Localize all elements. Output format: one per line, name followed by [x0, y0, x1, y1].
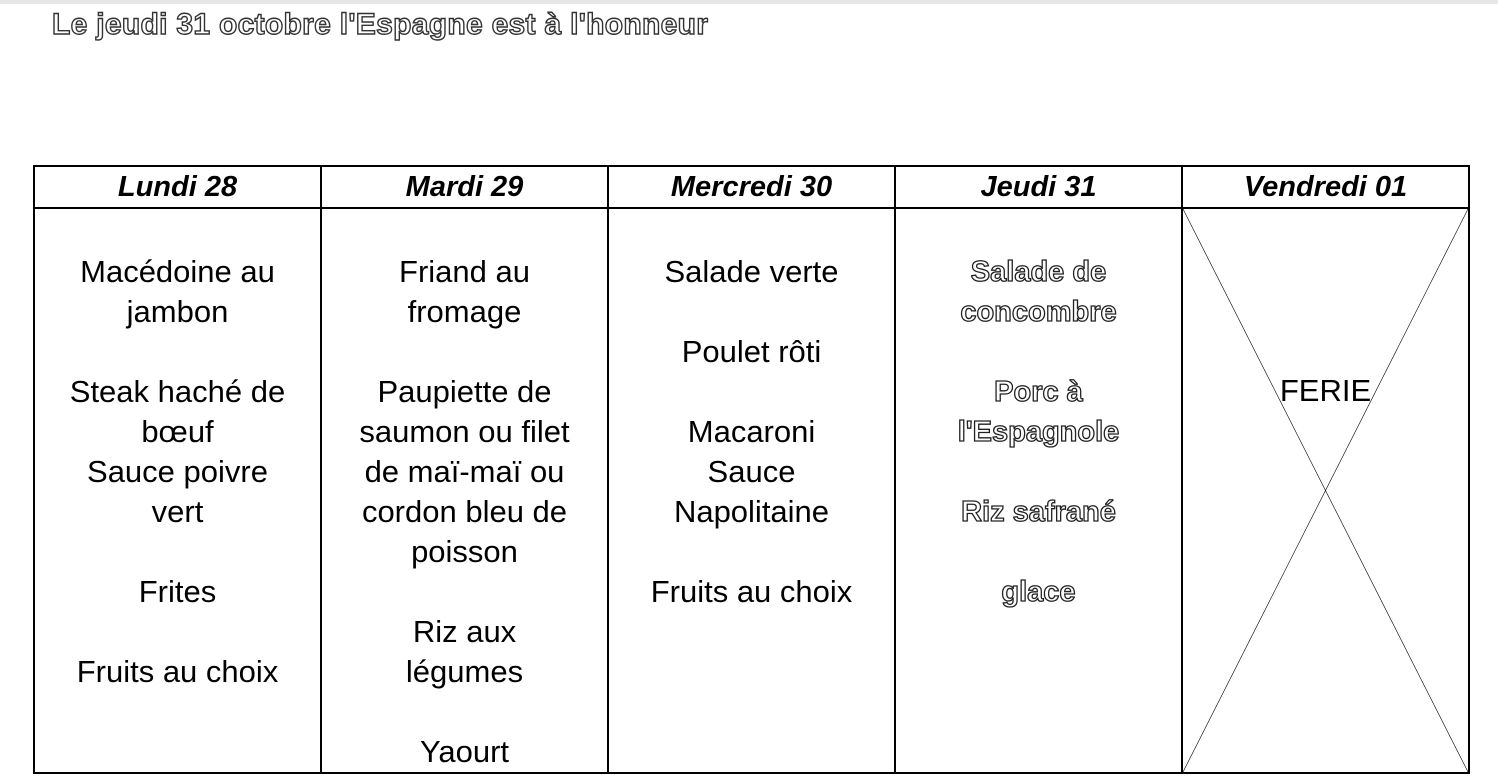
- dish-line: Yaourt: [419, 734, 510, 769]
- dish-line: Friand au: [399, 254, 530, 289]
- menu-cell-tuesday: [321, 208, 608, 773]
- dish-spacer: [609, 292, 894, 332]
- dish-line: légumes: [405, 654, 524, 689]
- day-header-monday: Lundi 28: [34, 166, 321, 208]
- menu-cell-thursday: [895, 208, 1182, 773]
- dish-line: Porc à: [994, 376, 1083, 408]
- day-header-wednesday: Mercredi 30: [608, 166, 895, 208]
- dish-line: Napolitaine: [673, 494, 830, 529]
- dish-line: Sauce poivre: [87, 454, 268, 489]
- menu-cell-wednesday: [608, 208, 895, 773]
- dish-line: Salade verte: [664, 254, 839, 289]
- day-header-tuesday: Mardi 29: [321, 166, 608, 208]
- dish-line: fromage: [407, 294, 522, 329]
- dish-line: concombre: [960, 296, 1117, 328]
- dish-spacer: [35, 532, 320, 572]
- dish-spacer: [35, 612, 320, 652]
- dish-line: Riz safrané: [961, 496, 1116, 528]
- dish-spacer: [896, 532, 1181, 572]
- dish-spacer: [896, 452, 1181, 492]
- day-header-friday: Vendredi 01: [1182, 166, 1469, 208]
- dish-line: Salade de: [970, 256, 1107, 288]
- dish-line: vert: [151, 494, 204, 529]
- dish-list: [896, 209, 1181, 612]
- dish-line: Riz aux: [412, 614, 517, 649]
- dish-line: Frites: [138, 574, 217, 609]
- dish-spacer: [896, 332, 1181, 372]
- dish-spacer: [609, 372, 894, 412]
- dish-line: de maï-maï ou: [364, 454, 565, 489]
- dish-spacer: [35, 332, 320, 372]
- dish-list: [322, 209, 607, 772]
- dish-line: Paupiette de: [377, 374, 552, 409]
- dish-line: Macaroni: [687, 414, 816, 449]
- menu-cell-friday: [1182, 208, 1469, 773]
- dish-line: bœuf: [141, 414, 214, 449]
- dish-line: Sauce: [707, 454, 796, 489]
- top-border: [0, 0, 1498, 4]
- page-title: Le jeudi 31 octobre l'Espagne est à l'honneur: [52, 8, 709, 41]
- dish-line: jambon: [126, 294, 229, 329]
- dish-list: [35, 209, 320, 692]
- dish-line: cordon bleu de: [361, 494, 568, 529]
- dish-line: Fruits au choix: [650, 574, 853, 609]
- menu-row: [34, 208, 1469, 773]
- dish-spacer: [322, 572, 607, 612]
- holiday-cross-icon: [1183, 209, 1468, 772]
- header-row: [34, 166, 1469, 208]
- dish-line: Fruits au choix: [76, 654, 279, 689]
- dish-line: Steak haché de: [69, 374, 286, 409]
- holiday-label: FERIE: [1279, 373, 1372, 408]
- dish-line: Poulet rôti: [681, 334, 822, 369]
- day-header-thursday: Jeudi 31: [895, 166, 1182, 208]
- dish-line: l'Espagnole: [957, 416, 1120, 448]
- dish-spacer: [609, 532, 894, 572]
- weekly-menu-table: [33, 165, 1470, 774]
- dish-line: saumon ou filet: [359, 414, 570, 449]
- dish-spacer: [322, 332, 607, 372]
- dish-line: poisson: [411, 534, 518, 569]
- dish-line: glace: [1001, 576, 1076, 608]
- dish-spacer: [322, 692, 607, 732]
- menu-cell-monday: [34, 208, 321, 773]
- dish-line: Macédoine au: [80, 254, 275, 289]
- dish-list: [609, 209, 894, 612]
